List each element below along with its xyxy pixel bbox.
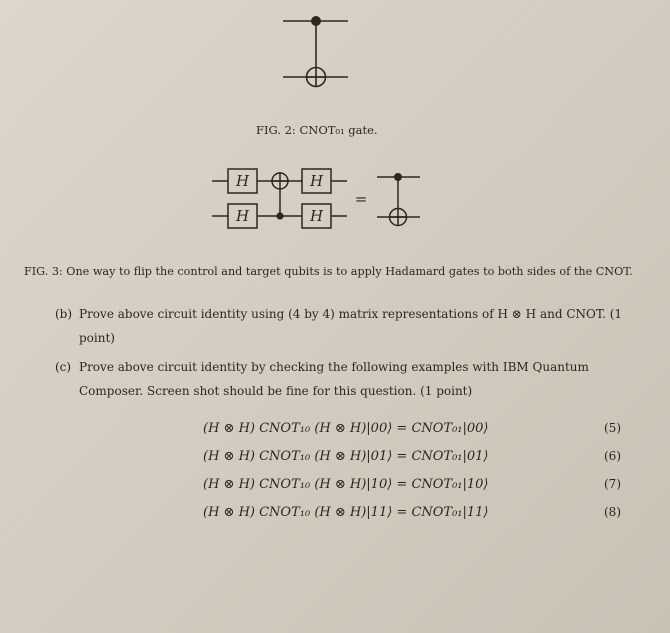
fig3-equals-sign: = — [354, 190, 368, 208]
equation-row — [203, 421, 621, 443]
fig3-cnot-control-dot — [276, 212, 283, 219]
equation-row — [203, 505, 621, 527]
fig3-right-control-dot — [394, 173, 402, 181]
fig3-h-label-bl: H — [235, 207, 250, 225]
equation-row — [203, 449, 621, 471]
question-b-label: (b) — [55, 307, 73, 321]
question-b — [55, 302, 625, 350]
question-b-text: Prove above circuit identity using (4 by 4) matrix representations of H ⊗ H and CNOT. (1 point) — [79, 307, 623, 345]
fig3-caption: FIG. 3: One way to flip the control and target qubits is to apply Hadamard gates to both sides of the CNOT. — [24, 265, 633, 278]
question-c — [55, 355, 625, 403]
fig2-caption: FIG. 2: CNOT₀₁ gate. — [256, 123, 378, 137]
equation-expr: (H ⊗ H) CNOT₁₀ (H ⊗ H)|00⟩ = CNOT₀₁|00⟩ — [203, 421, 489, 436]
fig3-h-label-br: H — [309, 207, 324, 225]
fig3-h-label-tl: H — [235, 172, 250, 190]
equation-expr: (H ⊗ H) CNOT₁₀ (H ⊗ H)|10⟩ = CNOT₀₁|10⟩ — [203, 477, 489, 492]
question-c-text: Prove above circuit identity by checking the following examples with IBM Quantum Composer. Screen shot should be fine for this question. (1 point) — [79, 360, 589, 398]
equation-number: (5) — [604, 421, 621, 435]
equation-row — [203, 477, 621, 499]
fig3-h-label-tr: H — [309, 172, 324, 190]
equation-expr: (H ⊗ H) CNOT₁₀ (H ⊗ H)|11⟩ = CNOT₀₁|11⟩ — [203, 505, 489, 520]
equation-number: (6) — [604, 449, 621, 463]
equation-number: (7) — [604, 477, 621, 491]
question-c-label: (c) — [55, 360, 72, 374]
equation-expr: (H ⊗ H) CNOT₁₀ (H ⊗ H)|01⟩ = CNOT₀₁|01⟩ — [203, 449, 489, 464]
equation-number: (8) — [604, 505, 621, 519]
